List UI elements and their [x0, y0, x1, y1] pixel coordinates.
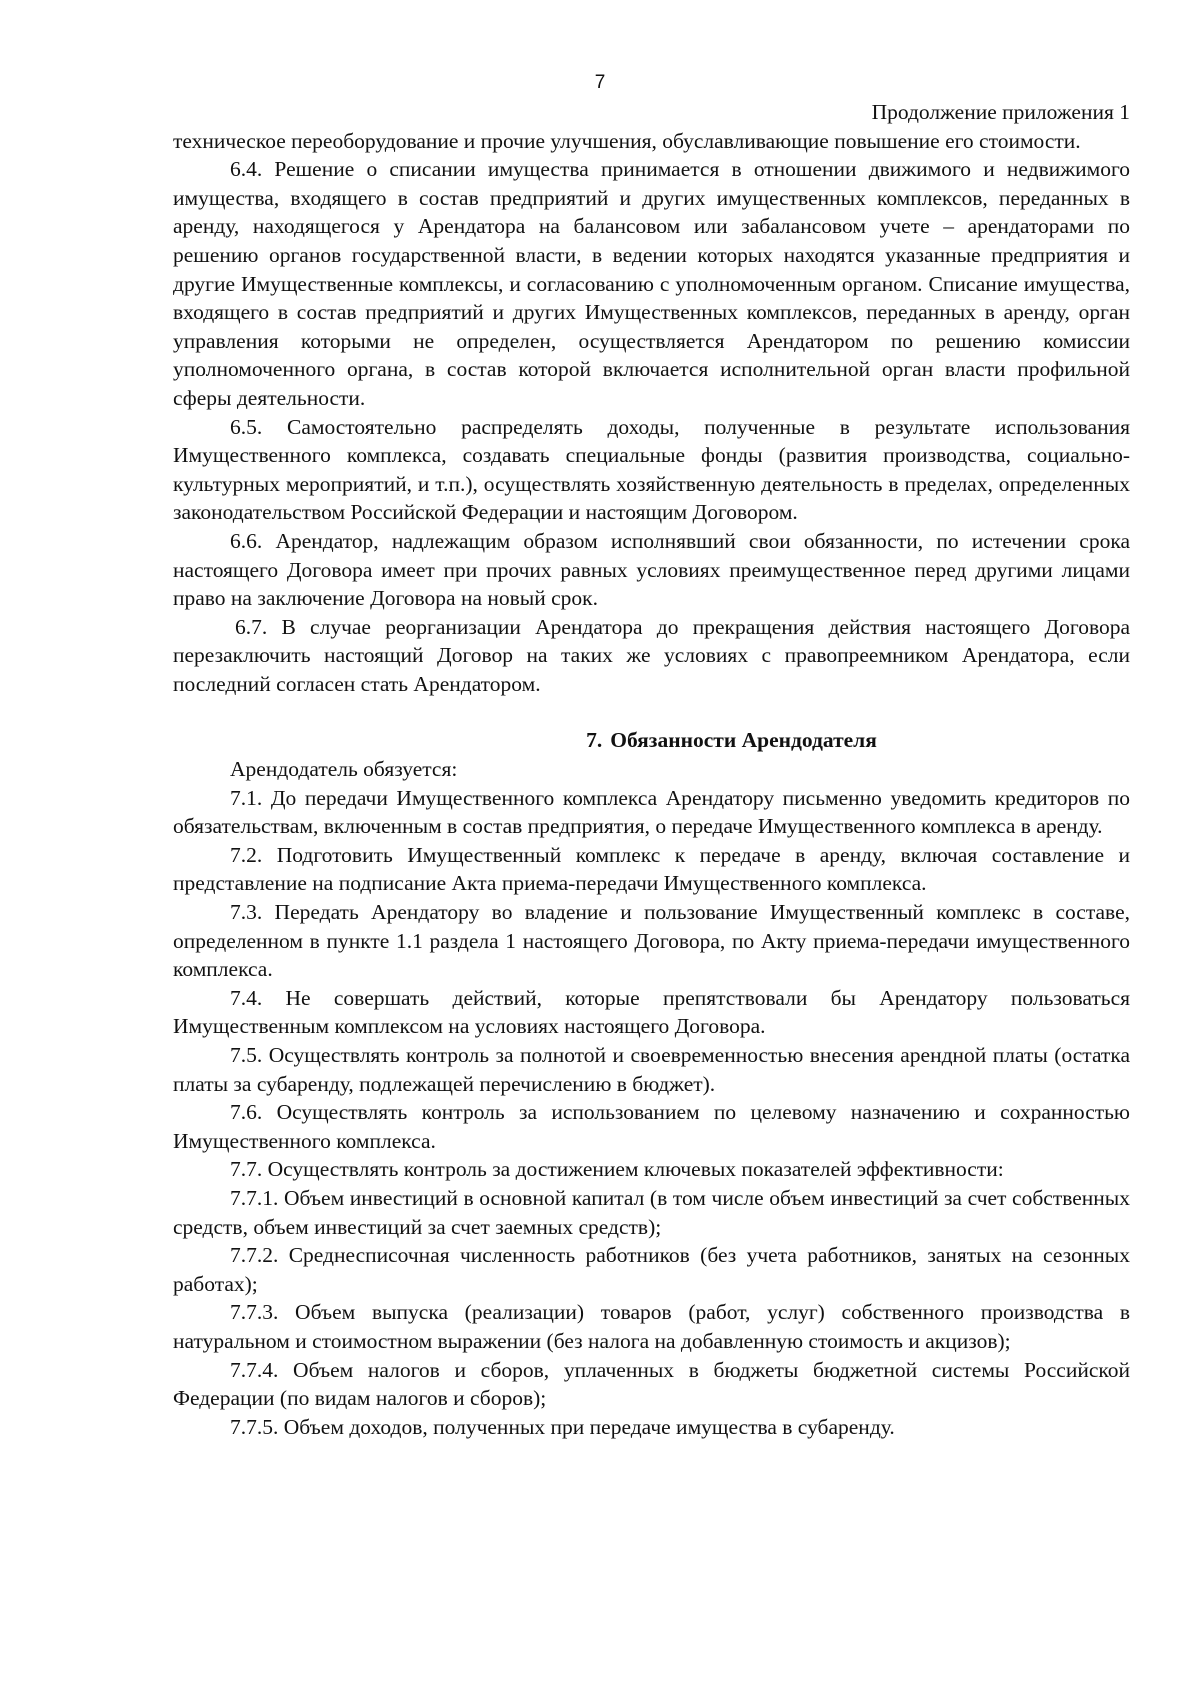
clause-7-2: 7.2. Подготовить Имущественный комплекс к передаче в аренду, включая составление и представление на подписание Акта приема-передачи Имущественного комплекса.: [173, 842, 1130, 896]
document-body: [173, 98, 1130, 1441]
clause-7-7-4: 7.7.4. Объем налогов и сборов, уплаченных в бюджеты бюджетной системы Российской Федерации (по видам налогов и сборов);: [173, 1357, 1130, 1411]
section-heading: [173, 726, 1130, 755]
clause-7-6: 7.6. Осуществлять контроль за использованием по целевому назначению и сохранностью Имущественного комплекса.: [173, 1100, 1130, 1153]
paragraph-continued: техническое переоборудование и прочие улучшения, обуславливающие повышение его стоимости.: [173, 128, 1081, 153]
clause-7-7-5: 7.7.5. Объем доходов, полученных при передаче имущества в субаренду.: [230, 1414, 895, 1439]
clause-7-7: 7.7. Осуществлять контроль за достижением ключевых показателей эффективности:: [230, 1157, 1004, 1182]
clause-7-1: 7.1. До передачи Имущественного комплекса Арендатору письменно уведомить кредиторов по обязательствам, включенным в состав предприятия, о передаче Имущественного комплекса в аренду.: [173, 785, 1130, 839]
clause-6-6: 6.6. Арендатор, надлежащим образом исполнявший свои обязанности, по истечении срока настоящего Договора имеет при прочих равных условиях преимущественное перед другими лицами право на заключение Договора на новый срок.: [173, 528, 1130, 611]
obligations-intro: Арендодатель обязуется:: [230, 757, 458, 782]
continuation-label: Продолжение приложения 1: [871, 100, 1130, 124]
clause-6-4: 6.4. Решение о списании имущества принимается в отношении движимого и недвижимого имущества, входящего в состав предприятий и других имущественных комплексов, переданных в аренду, находящегося у Арендатора на балансовом или забалансовом учете – арендаторами по решению органов государственной власти, в ведении которых находятся указанные предприятия и другие Имущественные комплексы, и согласованию с уполномоченным органом. Списание имущества, входящего в состав предприятий и других Имущественных комплексов, переданных в аренду, орган управления которыми не определен, осуществляется Арендатором по решению комиссии уполномоченного органа, в состав которой включается исполнительной орган власти профильной сферы деятельности.: [173, 157, 1130, 410]
clause-6-5: 6.5. Самостоятельно распределять доходы, полученные в результате использования Имущественного комплекса, создавать специальные фонды (развития производства, социально-культурных мероприятий, и т.п.), осуществлять хозяйственную деятельность в пределах, определенных законодательством Российской Федерации и настоящим Договором.: [173, 414, 1130, 525]
clause-7-5: 7.5. Осуществлять контроль за полнотой и своевременностью внесения арендной платы (остатка платы за субаренду, подлежащей перечислению в бюджет).: [173, 1043, 1130, 1096]
clause-7-7-1: 7.7.1. Объем инвестиций в основной капитал (в том числе объем инвестиций за счет собственных средств, объем инвестиций за счет заемных средств);: [173, 1185, 1130, 1239]
clause-7-7-2: 7.7.2. Среднесписочная численность работников (без учета работников, занятых на сезонных работах);: [173, 1243, 1130, 1296]
page-number: 7: [594, 72, 606, 93]
clause-6-7: 6.7. В случае реорганизации Арендатора до прекращения действия настоящего Договора перезаключить настоящий Договор на таких же условиях с правопреемником Арендатора, если последний согласен стать Арендатором.: [173, 614, 1130, 696]
section-number: 7.: [586, 728, 603, 753]
clause-7-3: 7.3. Передать Арендатору во владение и пользование Имущественный комплекс в составе, определенном в пункте 1.1 раздела 1 настоящего Договора, по Акту приема-передачи имущественного комплекса.: [173, 900, 1130, 982]
clause-7-7-3: 7.7.3. Объем выпуска (реализации) товаров (работ, услуг) собственного производства в натуральном и стоимостном выражении (без налога на добавленную стоимость и акцизов);: [173, 1300, 1130, 1353]
clause-7-4: 7.4. Не совершать действий, которые препятствовали бы Арендатору пользоваться Имущественным комплексом на условиях настоящего Договора.: [173, 985, 1130, 1039]
section-title: Обязанности Арендодателя: [610, 728, 877, 753]
